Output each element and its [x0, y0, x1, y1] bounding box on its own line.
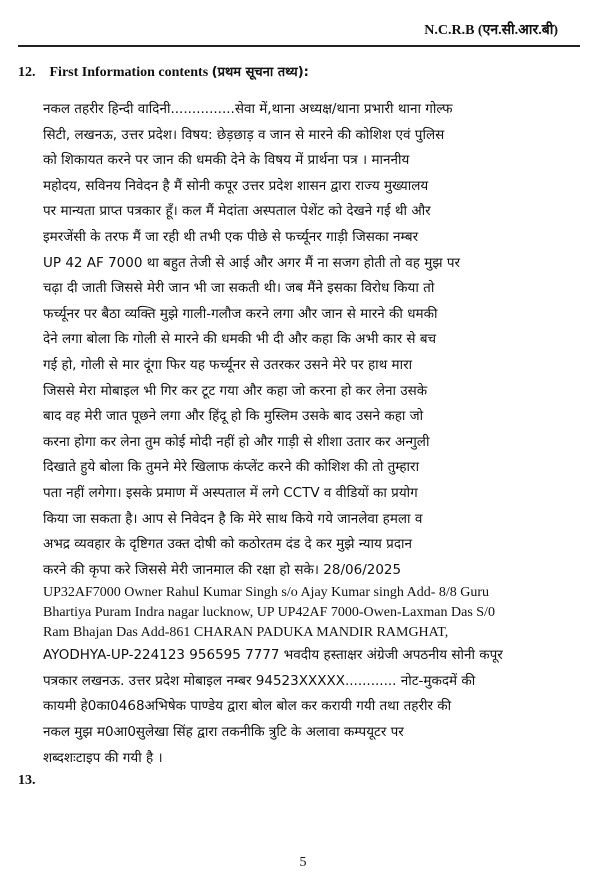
section-12-heading	[18, 62, 309, 81]
section-title-english: First Information contents	[49, 65, 209, 80]
fir-line: पत्रकार लखनऊ. उत्तर प्रदेश मोबाइल नम्बर 94523XXXXX............ नोट-मुकदमें की	[43, 672, 476, 689]
fir-contents	[43, 97, 570, 771]
fir-vehicle-line: Ram Bhajan Das Add-861 CHARAN PADUKA MANDIR RAMGHAT,	[43, 625, 449, 641]
section-number: 12.	[18, 65, 36, 80]
fir-line: गई हो, गोली से मार दूंगा फिर यह फर्च्यूनर से उतरकर उसने मेरे पर हाथ मारा	[43, 356, 413, 373]
page-header-org: N.C.R.B (एन.सी.आर.बी)	[424, 23, 558, 38]
header-divider	[18, 45, 580, 47]
fir-line: बाद वह मेरी जात पूछने लगा और हिंदू हो कि मुस्लिम उसके बाद उसने कहा जो	[43, 408, 424, 425]
fir-line: दिखाते हुये बोला कि तुमने मेरे खिलाफ कंप्लेंट करने की कोशिश की तो तुम्हारा	[43, 459, 420, 476]
fir-line: करना होगा कर लेना तुम कोई मोदी नहीं हो और गाड़ी से शीशा उतार कर अन्गुली	[43, 433, 430, 450]
fir-line: कायमी हे0का0468अभिषेक पाण्डेय द्वारा बोल बोल कर करायी गयी तथा तहरीर की	[43, 698, 452, 715]
fir-line: फर्च्यूनर पर बैठा व्यक्ति मुझे गाली-गलौज करने लगा और जान से मारने की धमकी	[43, 305, 438, 322]
fir-line: AYODHYA-UP-224123 956595 7777 भवदीय हस्ताक्षर अंग्रेजी अपठनीय सोनी कपूर	[43, 647, 503, 664]
fir-line: UP 42 AF 7000 था बहुत तेजी से आई और अगर मैं ना सजग होती तो वह मुझ पर	[43, 254, 461, 271]
fir-line: इमरजेंसी के तरफ मैं जा रही थी तभी एक पीछे से फर्च्यूनर गाड़ी जिसका नम्बर	[43, 228, 419, 245]
fir-line: पर मान्यता प्राप्त पत्रकार हूँ। कल मैं मेदांता अस्पताल पेशेंट को देखने गई थी और	[43, 203, 431, 220]
fir-line: चढ़ा दी जाती जिससे मेरी जान भी जा सकती थी। जब मैंने इसका विरोध किया तो	[43, 280, 435, 297]
fir-line: नकल मुझ म0आ0सुलेखा सिंह द्वारा तकनीकि त्रुटि के अलावा कम्पयूटर पर	[43, 724, 404, 741]
fir-line: किया जा सकता है। आप से निवेदन है कि मेरे साथ किये गये जानलेवा हमला व	[43, 510, 423, 527]
fir-line: महोदय, सविनय निवेदन है मैं सोनी कपूर उत्तर प्रदेश शासन द्वारा राज्य मुख्यालय	[43, 177, 429, 194]
section-title-hindi: (प्रथम सूचना तथ्य):	[211, 65, 309, 80]
fir-vehicle-line: UP32AF7000 Owner Rahul Kumar Singh s/o Ajay Kumar singh Add- 8/8 Guru	[43, 585, 490, 601]
fir-line: पता नहीं लगेगा। इसके प्रमाण में अस्पताल में लगे CCTV व वीडियों का प्रयोग	[43, 484, 418, 501]
fir-line: अभद्र व्यवहार के दृष्टिगत उक्त दोषी को कठोरतम दंड दे कर मुझे न्याय प्रदान	[43, 536, 412, 553]
fir-line: जिससे मेरा मोबाइल भी गिर कर टूट गया और कहा जो करना हो कर लेना उसके	[43, 382, 428, 399]
fir-line: देने लगा बोला कि गोली से मारने की धमकी भी दी और कहा कि अभी कार से बच	[43, 331, 437, 348]
fir-line: नकल तहरीर हिन्दी वादिनी...............सेवा में,थाना अध्यक्ष/थाना प्रभारी थाना गोल्फ	[43, 101, 453, 117]
fir-line: सिटी, लखनऊ, उत्तर प्रदेश। विषय: छेड़छाड़ व जान से मारने की कोशिश एवं पुलिस	[43, 126, 445, 143]
fir-line: शब्दशःटाइप की गयी है ।	[43, 749, 163, 766]
fir-line: करने की कृपा करे जिससे मेरी जानमाल की रक्षा हो सके। 28/06/2025	[43, 561, 402, 578]
fir-line: को शिकायत करने पर जान की धमकी देने के विषय में प्रार्थना पत्र । माननीय	[43, 152, 410, 169]
section-13-heading: 13.	[18, 773, 36, 788]
page-number: 5	[299, 855, 307, 870]
fir-vehicle-line: Bhartiya Puram Indra nagar lucknow, UP UP42AF 7000-Owen-Laxman Das S/0	[43, 605, 495, 621]
